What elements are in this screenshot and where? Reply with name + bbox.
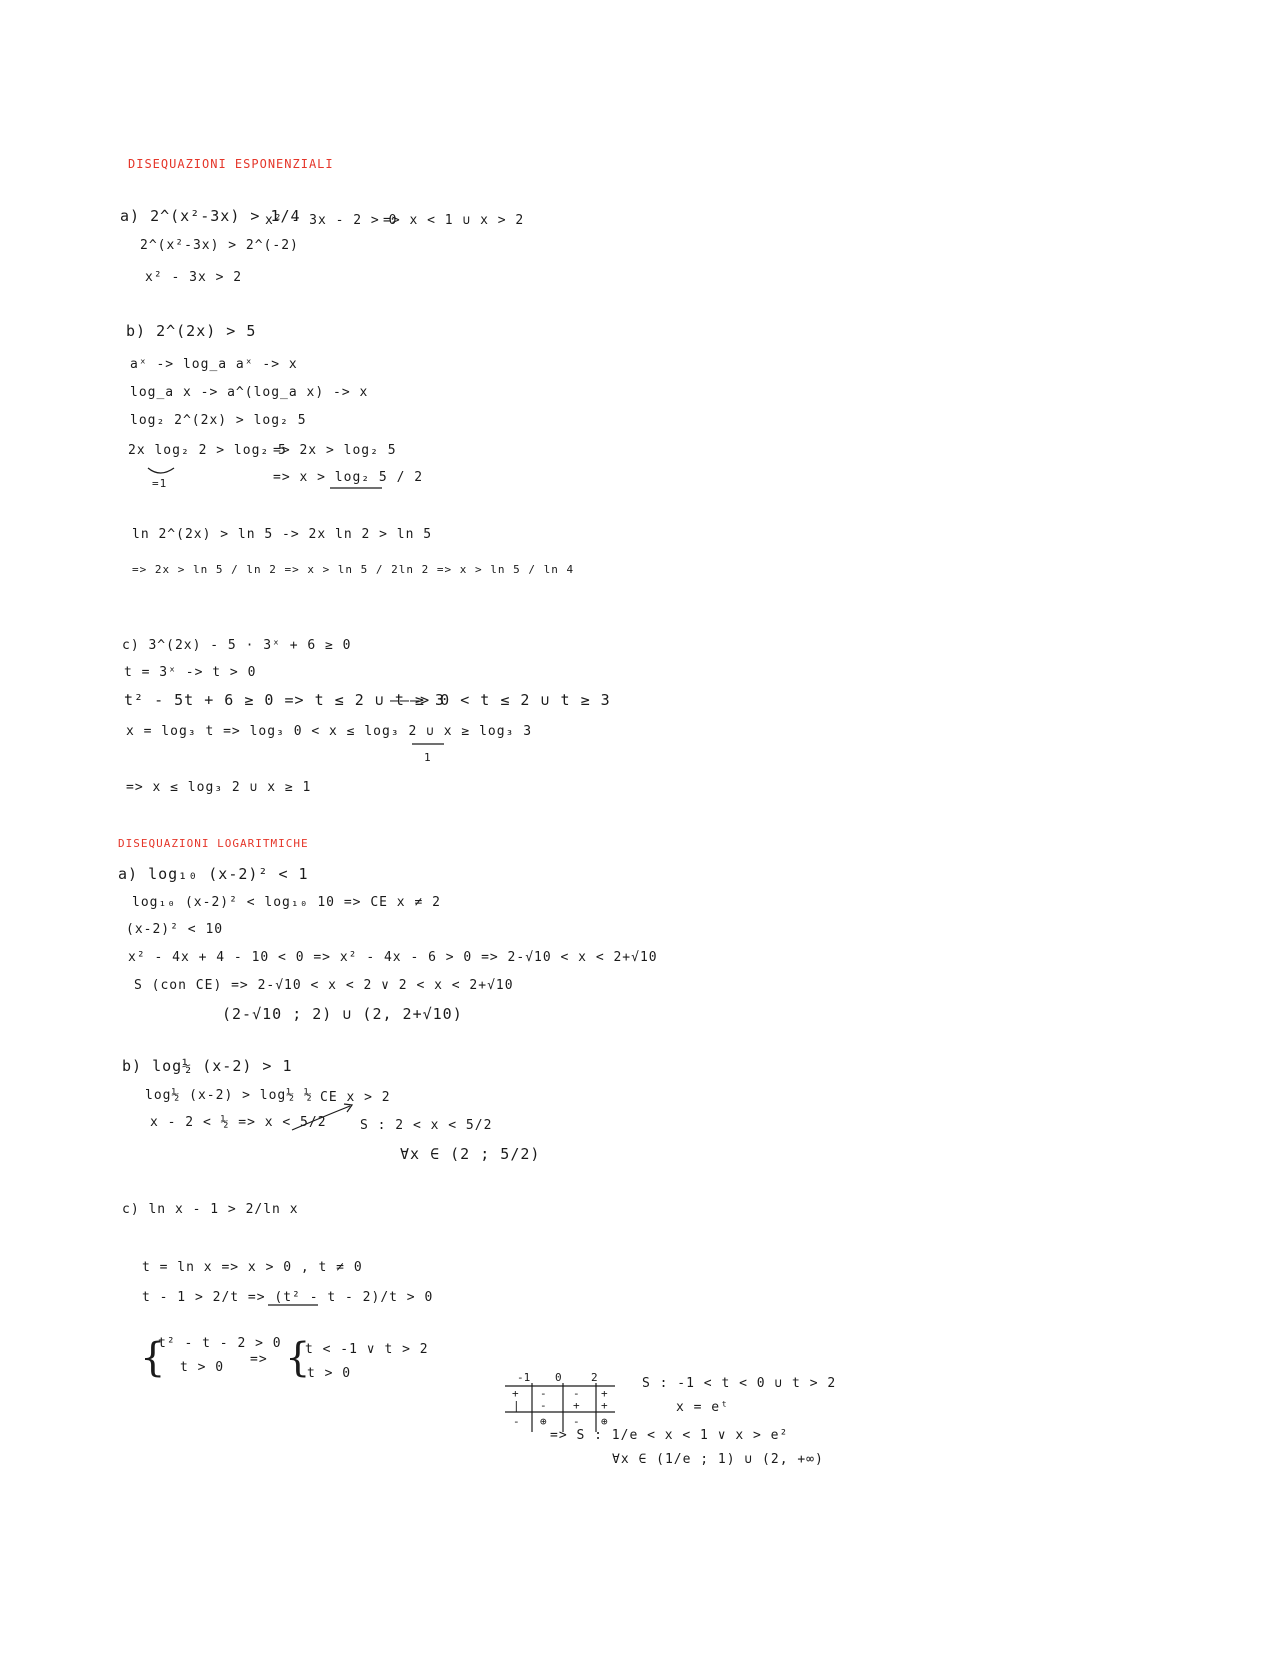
log-a-line6: (2-√10 ; 2) ∪ (2, 2+√10) (222, 1005, 463, 1023)
log-c-sys-left1: t² - t - 2 > 0 (158, 1336, 282, 1351)
exp-b-line1: b) 2^(2x) > 5 (126, 322, 257, 340)
exp-b-line4: log₂ 2^(2x) > log₂ 5 (130, 413, 307, 428)
section-title-exponential: DISEQUAZIONI ESPONENZIALI (128, 157, 334, 171)
log-a-line2: log₁₀ (x-2)² < log₁₀ 10 => CE x ≠ 2 (132, 895, 441, 910)
log-b-line3: x - 2 < ½ => x < 5/2 (150, 1115, 327, 1130)
exp-c-line2: t = 3ˣ -> t > 0 (124, 665, 257, 680)
section-title-logarithmic: DISEQUAZIONI LOGARITMICHE (118, 837, 309, 850)
exp-b-ln1: ln 2^(2x) > ln 5 -> 2x ln 2 > ln 5 (132, 527, 433, 542)
log-a-line3: (x-2)² < 10 (126, 922, 224, 937)
exp-a-line1: a) 2^(x²-3x) > 1/4 (120, 207, 301, 225)
sign-cell-r2-c1: - (513, 1415, 520, 1428)
sign-cell-r1-c1: + (512, 1387, 519, 1400)
exp-c-line3: t² - 5t + 6 ≥ 0 => t ≤ 2 ∪ t ≥ 3 (124, 691, 445, 709)
exp-a-line2: 2^(x²-3x) > 2^(-2) (140, 238, 299, 253)
log-b-line1: b) log½ (x-2) > 1 (122, 1057, 293, 1075)
log-b-ce: CE x > 2 (320, 1090, 391, 1105)
log-c-line2: t = ln x => x > 0 , t ≠ 0 (142, 1260, 363, 1275)
exp-b-line2: aˣ -> log_a aˣ -> x (130, 357, 298, 372)
log-b-sol: S : 2 < x < 5/2 (360, 1118, 493, 1133)
sign-cell-r2-c4: ⊕ (601, 1415, 608, 1428)
log-c-sol4: ∀x ∈ (1/e ; 1) ∪ (2, +∞) (612, 1452, 824, 1467)
log-c-sol3: => S : 1/e < x < 1 ∨ x > e² (550, 1428, 789, 1443)
log-c-sys-left2: t > 0 (180, 1360, 225, 1375)
log-b-sol2: ∀x ∈ (2 ; 5/2) (400, 1145, 541, 1163)
sign-cell-r1b-c4: + (601, 1399, 608, 1412)
exp-b-line5-under: =1 (152, 477, 168, 490)
log-c-line3: t - 1 > 2/t => (t² - t - 2)/t > 0 (142, 1290, 434, 1305)
arrow-line (292, 1106, 350, 1130)
exp-a-side1: x² - 3x - 2 > 0 (265, 213, 398, 228)
log-c-line1: c) ln x - 1 > 2/ln x (122, 1202, 299, 1217)
exp-a-side2: => x < 1 ∪ x > 2 (383, 213, 525, 228)
log-c-sys-right1: t < -1 ∨ t > 2 (305, 1342, 429, 1357)
exp-a-line3: x² - 3x > 2 (145, 270, 243, 285)
sign-table-header-3: 2 (591, 1371, 598, 1384)
exp-b-side2: => x > log₂ 5 / 2 (273, 470, 424, 485)
sign-cell-r1-c4: + (601, 1387, 608, 1400)
log-c-arrow: => (250, 1352, 268, 1367)
log-c-sys-right-brace: { (285, 1335, 312, 1381)
log-b-line2: log½ (x-2) > log½ ½ (145, 1088, 313, 1103)
log-c-sol1: S : -1 < t < 0 ∪ t > 2 (642, 1376, 837, 1391)
log-c-sys-left-brace: { (140, 1335, 167, 1381)
exp-b-line3: log_a x -> a^(log_a x) -> x (130, 385, 369, 400)
log-c-sys-right2: t > 0 (307, 1366, 352, 1381)
sign-cell-r1b-c1: | (513, 1399, 520, 1412)
log-a-line5: S (con CE) => 2-√10 < x < 2 ∨ 2 < x < 2+√10 (134, 978, 514, 993)
underbrace-mark (148, 468, 174, 473)
exp-c-line4-under: 1 (424, 751, 432, 764)
exp-b-line5: 2x log₂ 2 > log₂ 5 (128, 443, 287, 458)
sign-table-header-2: 0 (555, 1371, 562, 1384)
sign-cell-r2-c2: ⊕ (540, 1415, 547, 1428)
exp-c-line4: x = log₃ t => log₃ 0 < x ≤ log₃ 2 ∪ x ≥ log₃ 3 (126, 724, 533, 739)
log-a-line1: a) log₁₀ (x-2)² < 1 (118, 865, 309, 883)
exp-b-ln2: => 2x > ln 5 / ln 2 => x > ln 5 / 2ln 2 => x > ln 5 / ln 4 (132, 563, 575, 576)
sign-cell-r1b-c2: - (540, 1399, 547, 1412)
log-c-sol2: x = eᵗ (676, 1400, 729, 1415)
exp-b-side1: => 2x > log₂ 5 (273, 443, 397, 458)
sign-cell-r2-c3: - (573, 1415, 580, 1428)
sign-cell-r1-c3: - (573, 1387, 580, 1400)
exp-c-line5: => x ≤ log₃ 2 ∪ x ≥ 1 (126, 780, 312, 795)
sign-table-header-1: -1 (517, 1371, 531, 1384)
log-a-line4: x² - 4x + 4 - 10 < 0 => x² - 4x - 6 > 0 => 2-√10 < x < 2+√10 (128, 950, 658, 965)
sign-cell-r1-c2: - (540, 1387, 547, 1400)
exp-c-line1: c) 3^(2x) - 5 · 3ˣ + 6 ≥ 0 (122, 638, 352, 653)
exp-c-line3-side: ———> 0 < t ≤ 2 ∪ t ≥ 3 (390, 691, 611, 709)
sign-cell-r1b-c3: + (573, 1399, 580, 1412)
